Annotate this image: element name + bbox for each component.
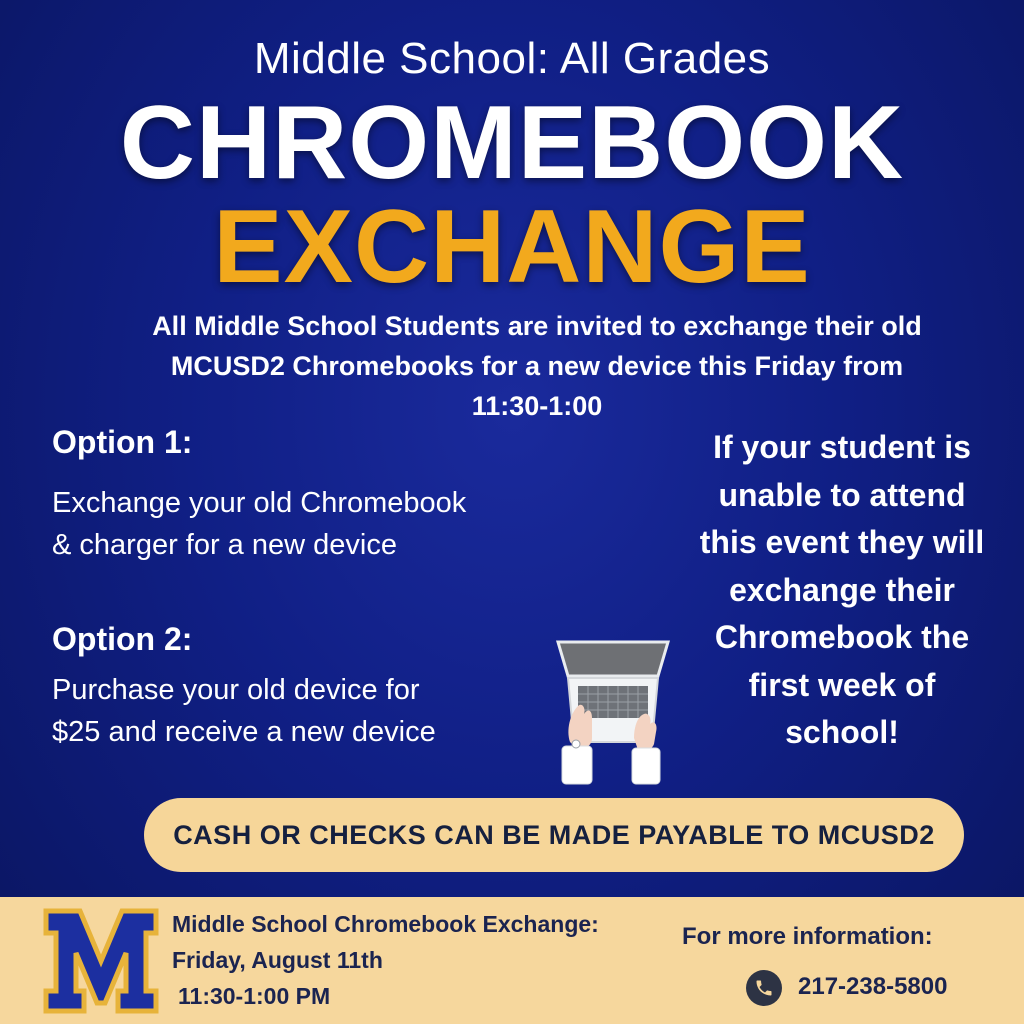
option-2-line: $25 and receive a new device [52, 716, 436, 748]
option-1-line: Exchange your old Chromebook [52, 487, 467, 519]
title-chromebook: CHROMEBOOK [119, 85, 905, 201]
note-line: school! [785, 714, 899, 750]
option-1-line: & charger for a new device [52, 529, 397, 561]
option-2-heading: Option 2: [52, 621, 193, 657]
note-line: Chromebook the [714, 619, 970, 655]
title-exchange: EXCHANGE [213, 189, 811, 305]
event-name: Middle School Chromebook Exchange: [172, 911, 599, 937]
laptop-illustration [548, 634, 678, 790]
note-line: unable to attend [718, 476, 966, 513]
phone-glyph [754, 978, 774, 998]
note-line: first week of [748, 666, 936, 703]
note-line: exchange their [729, 571, 955, 608]
intro-text [50, 306, 1024, 426]
phone-number[interactable]: 217-238-5800 [798, 973, 948, 1000]
logo-letter: M [100, 975, 102, 976]
note-line: this event they will [699, 524, 985, 560]
phone-icon [746, 970, 782, 1006]
late-exchange-note [672, 424, 1012, 757]
footer [0, 897, 1024, 1024]
option-1-text [52, 482, 572, 566]
payment-banner: CASH OR CHECKS CAN BE MADE PAYABLE TO MCUSD2 [144, 798, 964, 872]
option-2-text [52, 669, 572, 753]
option-1-heading: Option 1: [52, 424, 193, 460]
option-2-line: Purchase your old device for [52, 674, 420, 706]
info-label: For more information: [682, 923, 933, 950]
note-line: If your student is [713, 429, 971, 465]
subtitle: Middle School: All Grades [253, 34, 771, 83]
event-time: 11:30-1:00 PM [178, 983, 331, 1009]
intro-line: 11:30-1:00 [471, 391, 603, 421]
event-date: Friday, August 11th [172, 947, 383, 973]
intro-line: MCUSD2 Chromebooks for a new device this Friday from [170, 351, 904, 381]
school-logo [42, 905, 160, 1017]
intro-line: All Middle School Students are invited to exchange their old [152, 311, 922, 341]
